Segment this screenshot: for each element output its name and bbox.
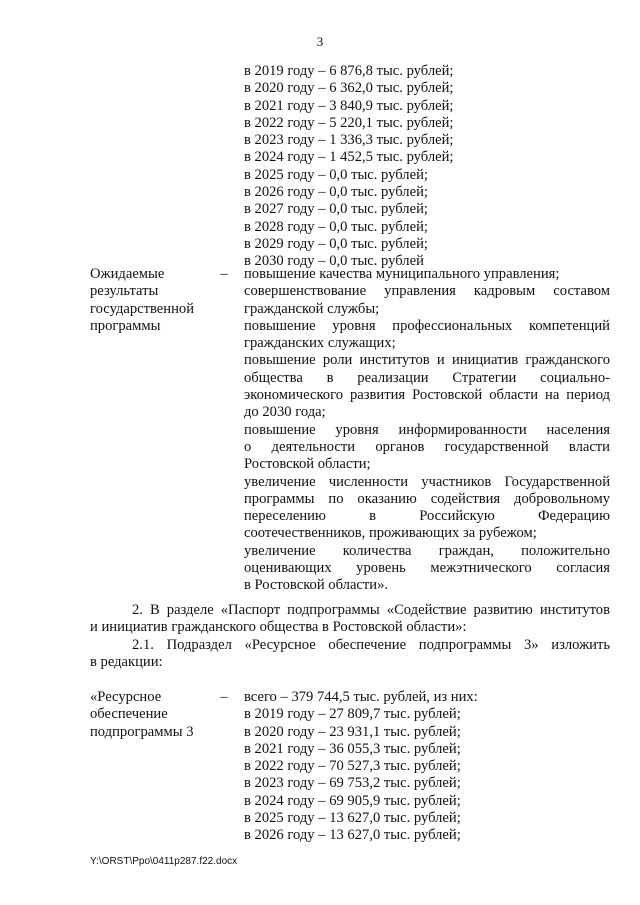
text-line: гражданской службы; xyxy=(244,300,380,317)
text-line: в 2024 году – 1 452,5 тыс. рублей; xyxy=(244,149,454,166)
text-line: повышение уровня профессиональных компетенций xyxy=(244,317,610,334)
file-path-footer: Y:\ORST\Ppo\0411p287.f22.docx xyxy=(90,856,238,867)
text-line: до 2030 года; xyxy=(244,404,326,421)
text-line: переселению в Российскую Федерацию xyxy=(244,508,610,525)
text-line: о деятельности органов государственной власти xyxy=(244,438,610,455)
text-line: в 2025 году – 0,0 тыс. рублей; xyxy=(244,166,428,183)
resources-value xyxy=(244,689,610,845)
text-line: увеличение численности участников Государственной xyxy=(244,473,610,490)
text-line: в 2029 году – 0,0 тыс. рублей; xyxy=(244,235,428,252)
text-line: 2.1. Подраздел «Ресурсное обеспечение подпрограммы 3» изложить xyxy=(132,637,610,653)
expected-results-label xyxy=(90,266,220,335)
resources-label xyxy=(90,689,220,741)
text-line: в 2026 году – 13 627,0 тыс. рублей; xyxy=(244,827,461,844)
text-line: всего – 379 744,5 тыс. рублей, из них: xyxy=(244,689,478,705)
expected-results-dash: – xyxy=(220,266,228,282)
text-line: в 2019 году – 27 809,7 тыс. рублей; xyxy=(244,706,461,723)
text-line: совершенствование управления кадровым составом xyxy=(244,283,610,300)
text-line: программы xyxy=(90,317,161,334)
section2-paragraph xyxy=(90,602,610,637)
text-line: в 2026 году – 0,0 тыс. рублей; xyxy=(244,184,428,201)
text-line: в 2027 году – 0,0 тыс. рублей; xyxy=(244,201,428,218)
funding-years-top-list xyxy=(244,63,610,271)
text-line: в 2023 году – 69 753,2 тыс. рублей; xyxy=(244,775,461,792)
text-line: оценивающих уровень межэтнического согласия xyxy=(244,560,610,577)
text-line: в 2024 году – 69 905,9 тыс. рублей; xyxy=(244,792,461,809)
text-line: увеличение количества граждан, положительно xyxy=(244,542,610,559)
text-line: в 2022 году – 5 220,1 тыс. рублей; xyxy=(244,114,454,131)
text-line: результаты xyxy=(90,283,159,300)
text-line: общества в реализации Стратегии социально- xyxy=(244,369,610,386)
text-line: и инициатив гражданского общества в Ростовской области»: xyxy=(90,619,467,636)
text-line: экономического развития Ростовской области на период xyxy=(244,387,610,404)
text-line: повышение качества муниципального управления; xyxy=(244,266,560,282)
text-line: в 2021 году – 3 840,9 тыс. рублей; xyxy=(244,97,454,114)
text-line: в 2021 году – 36 055,3 тыс. рублей; xyxy=(244,740,461,757)
text-line: в 2020 году – 6 362,0 тыс. рублей; xyxy=(244,80,454,97)
text-line: 2. В разделе «Паспорт подпрограммы «Содействие развитию институтов xyxy=(132,602,610,618)
text-line: гражданских служащих; xyxy=(244,335,396,352)
text-line: в 2030 году – 0,0 тыс. рублей xyxy=(244,253,424,270)
text-line: программы по оказанию содействия добровольному xyxy=(244,490,610,507)
text-line: в 2019 году – 6 876,8 тыс. рублей; xyxy=(244,63,454,79)
text-line: государственной xyxy=(90,300,195,317)
text-line: в 2028 году – 0,0 тыс. рублей; xyxy=(244,218,428,235)
section2-subsection-paragraph xyxy=(90,637,610,672)
text-line: повышение роли институтов и инициатив гражданского xyxy=(244,352,610,369)
text-line: в редакции: xyxy=(90,654,163,671)
text-line: в 2023 году – 1 336,3 тыс. рублей; xyxy=(244,132,454,149)
text-line: подпрограммы 3 xyxy=(90,723,194,740)
text-line: повышение уровня информированности населения xyxy=(244,421,610,438)
text-line: в 2020 году – 23 931,1 тыс. рублей; xyxy=(244,723,461,740)
text-line: Ожидаемые xyxy=(90,266,165,282)
resources-dash: – xyxy=(220,689,228,705)
page-number: 3 xyxy=(316,34,324,49)
text-line: в 2022 году – 70 527,3 тыс. рублей; xyxy=(244,758,461,775)
text-line: в 2025 году – 13 627,0 тыс. рублей; xyxy=(244,810,461,827)
text-line: Ростовской области; xyxy=(244,456,371,473)
text-line: «Ресурсное xyxy=(90,689,162,705)
text-line: соотечественников, проживающих за рубежом; xyxy=(244,525,537,542)
text-line: в Ростовской области». xyxy=(244,577,389,594)
expected-results-value xyxy=(244,266,610,595)
text-line: обеспечение xyxy=(90,706,168,723)
